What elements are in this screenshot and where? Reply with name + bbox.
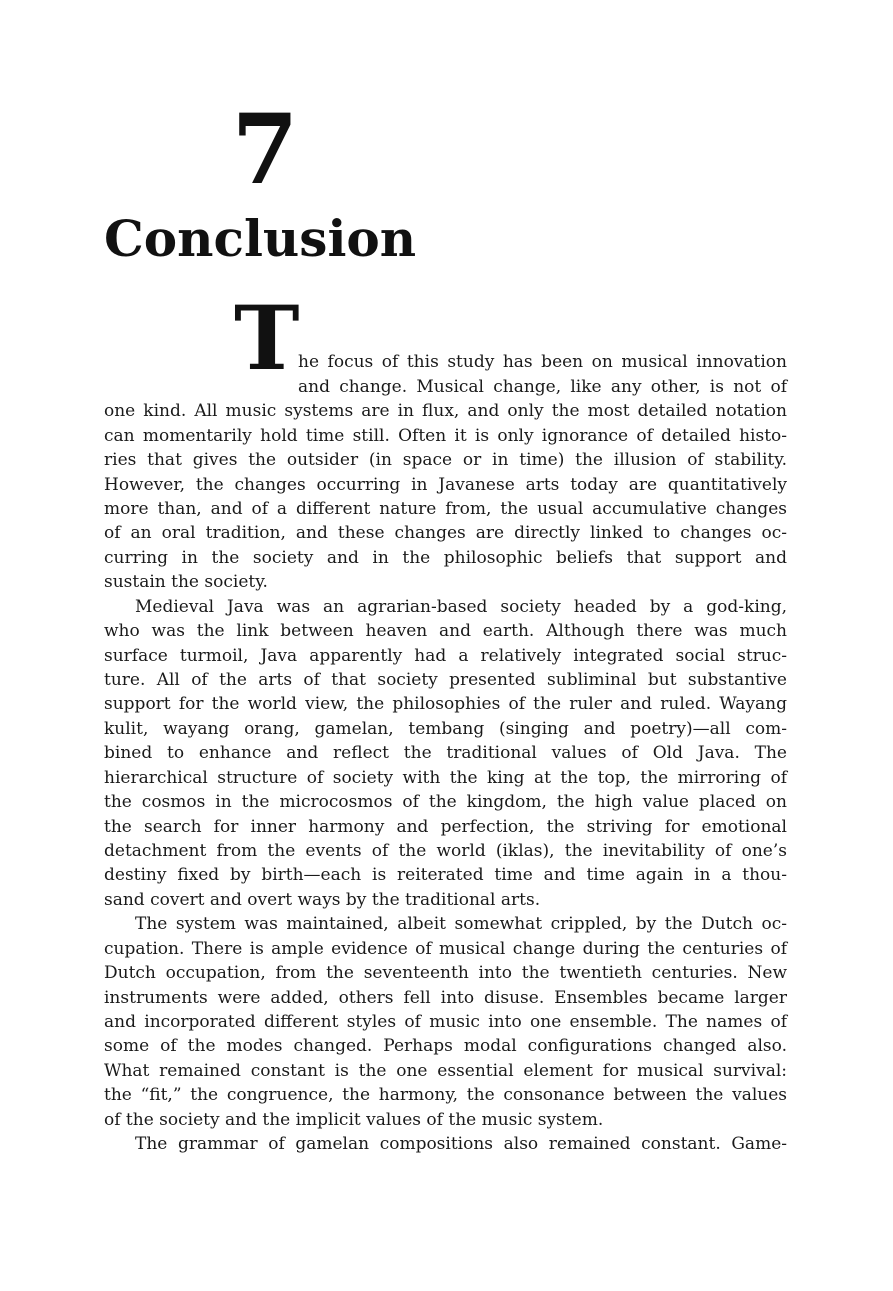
text-line: The grammar of gamelan compositions also remained constant. Game-	[135, 1134, 787, 1154]
text-line: hierarchical structure of society with the king at the top, the mirroring of	[104, 768, 787, 788]
text-line: more than, and of a different nature from, the usual accumulative changes	[104, 499, 787, 519]
text-line: ries that gives the outsider (in space or in time) the illusion of stability.	[104, 450, 787, 470]
text-line: bined to enhance and reflect the traditional values of Old Java. The	[104, 743, 787, 763]
text-line: Medieval Java was an agrarian-based society headed by a god-king,	[135, 597, 787, 617]
text-line: surface turmoil, Java apparently had a relatively integrated social struc-	[104, 646, 787, 666]
text-line: curring in the society and in the philosophic beliefs that support and	[104, 548, 787, 568]
text-line: detachment from the events of the world (iklas), the inevitability of one’s	[104, 841, 787, 861]
text-line: he focus of this study has been on musical innovation	[298, 352, 787, 372]
text-line: can momentarily hold time still. Often it is only ignorance of detailed histo-	[104, 426, 787, 446]
text-line: cupation. There is ample evidence of musical change during the centuries of	[104, 939, 787, 959]
text-line: destiny fixed by birth—each is reiterated time and time again in a thou-	[104, 865, 787, 885]
text-line: sand covert and overt ways by the traditional arts.	[104, 890, 541, 910]
text-line: who was the link between heaven and earth. Although there was much	[104, 621, 787, 641]
text-line: of an oral tradition, and these changes are directly linked to changes oc-	[104, 523, 787, 543]
text-line: Dutch occupation, from the seventeenth into the twentieth centuries. New	[104, 963, 787, 983]
chapter-title: Conclusion	[104, 209, 417, 268]
text-line: one kind. All music systems are in flux, and only the most detailed notation	[104, 401, 787, 421]
text-line: the “fit,” the congruence, the harmony, the consonance between the values	[104, 1085, 787, 1105]
text-line: some of the modes changed. Perhaps modal configurations changed also.	[104, 1036, 787, 1056]
text-line: However, the changes occurring in Javanese arts today are quantitatively	[104, 475, 787, 495]
chapter-number: 7	[231, 93, 299, 206]
text-line: instruments were added, others fell into disuse. Ensembles became larger	[104, 988, 787, 1008]
text-line: and incorporated different styles of music into one ensemble. The names of	[104, 1012, 787, 1032]
text-line: kulit, wayang orang, gamelan, tembang (singing and poetry)—all com-	[104, 719, 787, 739]
text-line: the cosmos in the microcosmos of the kingdom, the high value placed on	[104, 792, 787, 812]
text-line: ture. All of the arts of that society presented subliminal but substantive	[104, 670, 787, 690]
text-line: sustain the society.	[104, 572, 268, 592]
text-line: What remained constant is the one essential element for musical survival:	[104, 1061, 787, 1081]
text-line: The system was maintained, albeit somewhat crippled, by the Dutch oc-	[135, 914, 787, 934]
text-line: support for the world view, the philosophies of the ruler and ruled. Wayang	[104, 694, 787, 714]
text-line: of the society and the implicit values of the music system.	[104, 1110, 604, 1130]
text-line: and change. Musical change, like any other, is not of	[298, 377, 787, 397]
drop-cap: T	[234, 286, 300, 390]
text-line: the search for inner harmony and perfection, the striving for emotional	[104, 817, 787, 837]
